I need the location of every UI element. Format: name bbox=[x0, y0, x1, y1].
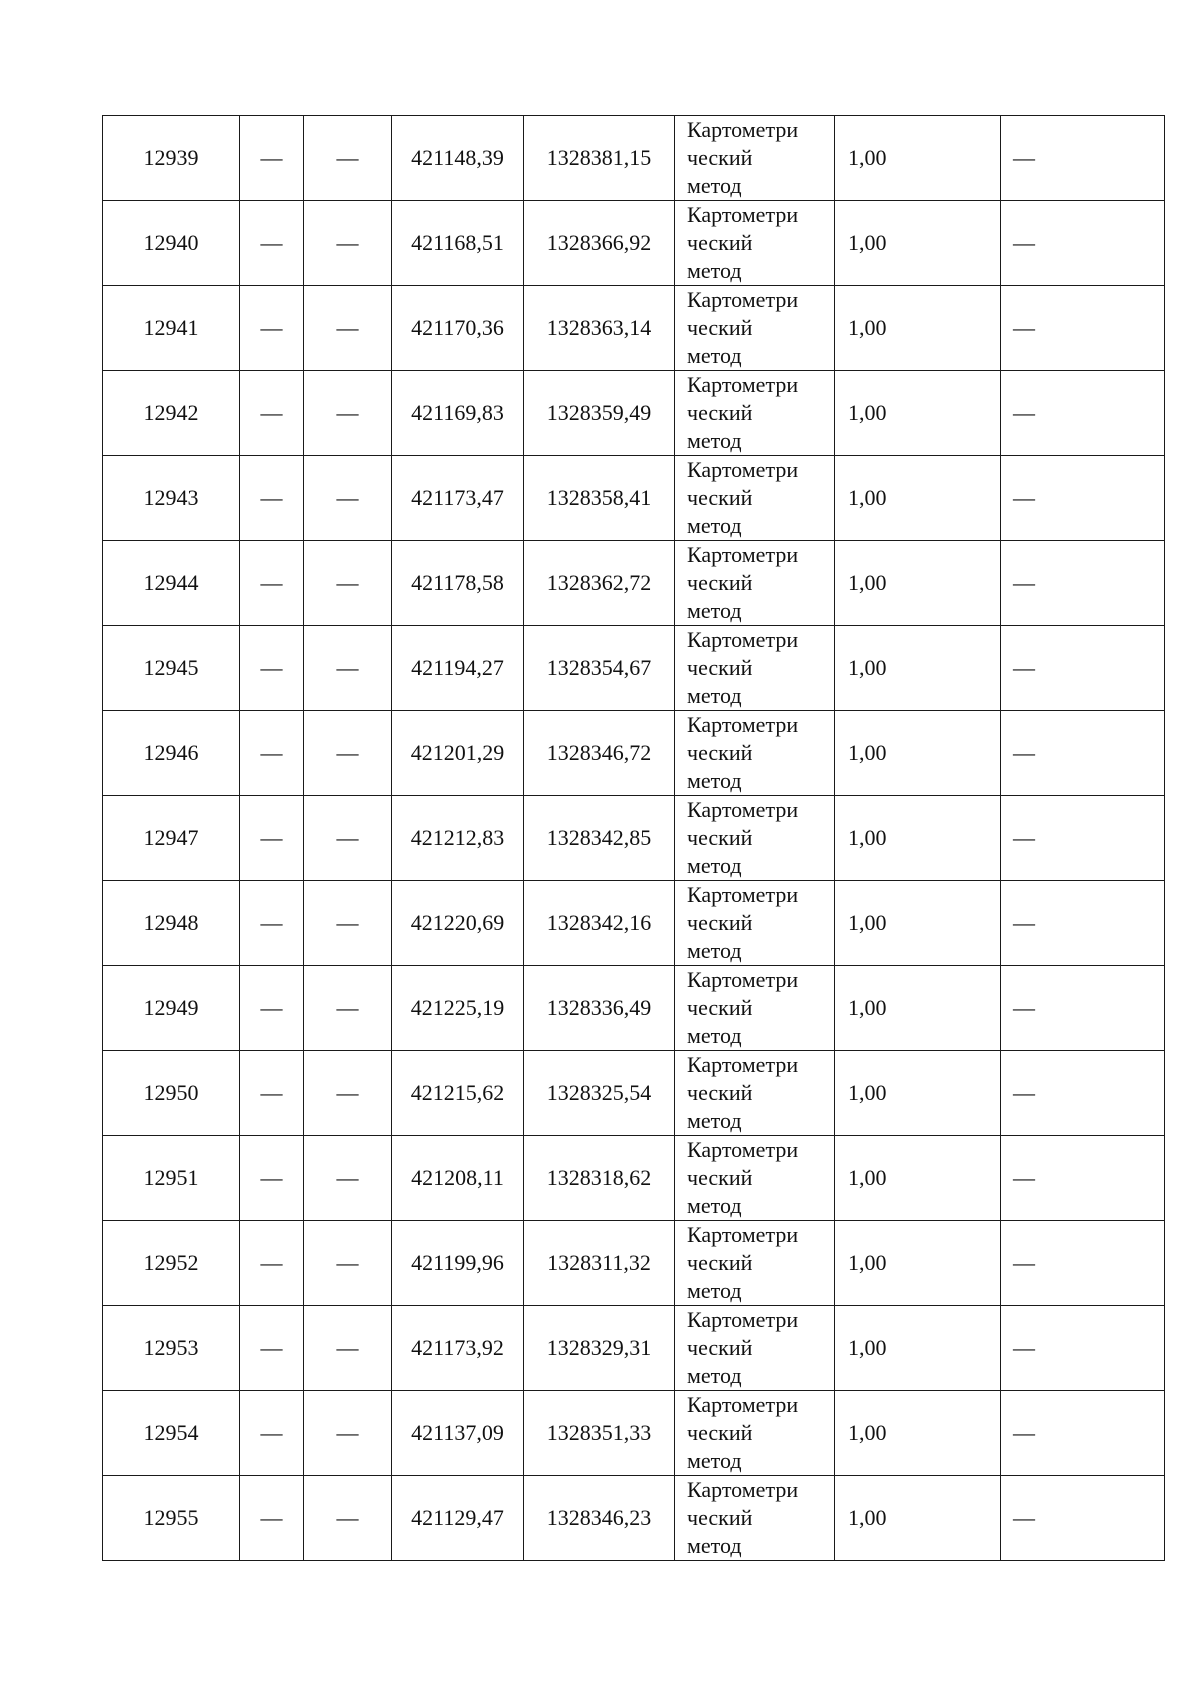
empty-dash-cell: — bbox=[1001, 881, 1165, 966]
point-number-cell: 12946 bbox=[103, 711, 240, 796]
method-text-line: ческий bbox=[687, 230, 753, 255]
point-number-cell: 12950 bbox=[103, 1051, 240, 1136]
accuracy-cell: 1,00 bbox=[835, 541, 1001, 626]
accuracy-cell: 1,00 bbox=[835, 201, 1001, 286]
empty-dash-cell: — bbox=[1001, 201, 1165, 286]
accuracy-cell: 1,00 bbox=[835, 626, 1001, 711]
empty-dash-cell: — bbox=[1001, 796, 1165, 881]
empty-dash-cell: — bbox=[304, 1136, 392, 1221]
x-coordinate-cell: 421178,58 bbox=[392, 541, 524, 626]
accuracy-cell: 1,00 bbox=[835, 456, 1001, 541]
accuracy-cell: 1,00 bbox=[835, 796, 1001, 881]
method-text-line: ческий bbox=[687, 1080, 753, 1105]
empty-dash-cell: — bbox=[1001, 541, 1165, 626]
point-number-cell: 12939 bbox=[103, 116, 240, 201]
x-coordinate-cell: 421148,39 bbox=[392, 116, 524, 201]
point-number-cell: 12945 bbox=[103, 626, 240, 711]
empty-dash-cell: — bbox=[304, 116, 392, 201]
method-text-line: метод bbox=[687, 343, 742, 368]
method-cell bbox=[675, 1051, 835, 1136]
empty-dash-cell: — bbox=[240, 456, 304, 541]
x-coordinate-cell: 421173,47 bbox=[392, 456, 524, 541]
method-text-line: Картометри bbox=[687, 1392, 799, 1417]
method-cell bbox=[675, 966, 835, 1051]
method-text-line: метод bbox=[687, 173, 742, 198]
coordinates-table bbox=[102, 115, 1165, 1561]
y-coordinate-cell: 1328342,16 bbox=[524, 881, 675, 966]
method-cell bbox=[675, 1136, 835, 1221]
accuracy-cell: 1,00 bbox=[835, 1306, 1001, 1391]
method-text-line: метод bbox=[687, 768, 742, 793]
method-text-line: Картометри bbox=[687, 627, 799, 652]
empty-dash-cell: — bbox=[240, 541, 304, 626]
point-number-cell: 12953 bbox=[103, 1306, 240, 1391]
point-number-cell: 12951 bbox=[103, 1136, 240, 1221]
empty-dash-cell: — bbox=[304, 371, 392, 456]
table-row bbox=[103, 456, 1165, 541]
y-coordinate-cell: 1328381,15 bbox=[524, 116, 675, 201]
method-cell bbox=[675, 796, 835, 881]
table-row bbox=[103, 1221, 1165, 1306]
method-text-line: Картометри bbox=[687, 542, 799, 567]
method-cell bbox=[675, 1306, 835, 1391]
accuracy-cell: 1,00 bbox=[835, 966, 1001, 1051]
empty-dash-cell: — bbox=[304, 881, 392, 966]
empty-dash-cell: — bbox=[304, 966, 392, 1051]
empty-dash-cell: — bbox=[1001, 116, 1165, 201]
method-text-line: Картометри bbox=[687, 202, 799, 227]
empty-dash-cell: — bbox=[1001, 626, 1165, 711]
empty-dash-cell: — bbox=[1001, 456, 1165, 541]
method-text-line: Картометри bbox=[687, 1222, 799, 1247]
method-text-line: метод bbox=[687, 1108, 742, 1133]
method-text-line: Картометри bbox=[687, 882, 799, 907]
y-coordinate-cell: 1328358,41 bbox=[524, 456, 675, 541]
point-number-cell: 12952 bbox=[103, 1221, 240, 1306]
method-cell bbox=[675, 541, 835, 626]
y-coordinate-cell: 1328311,32 bbox=[524, 1221, 675, 1306]
method-text-line: ческий bbox=[687, 1505, 753, 1530]
x-coordinate-cell: 421170,36 bbox=[392, 286, 524, 371]
empty-dash-cell: — bbox=[1001, 1476, 1165, 1561]
method-cell bbox=[675, 1221, 835, 1306]
method-text-line: ческий bbox=[687, 570, 753, 595]
table-body bbox=[103, 116, 1165, 1561]
method-cell bbox=[675, 456, 835, 541]
method-cell bbox=[675, 1391, 835, 1476]
method-cell bbox=[675, 711, 835, 796]
empty-dash-cell: — bbox=[240, 1391, 304, 1476]
x-coordinate-cell: 421208,11 bbox=[392, 1136, 524, 1221]
empty-dash-cell: — bbox=[240, 881, 304, 966]
accuracy-cell: 1,00 bbox=[835, 881, 1001, 966]
empty-dash-cell: — bbox=[240, 711, 304, 796]
empty-dash-cell: — bbox=[304, 201, 392, 286]
empty-dash-cell: — bbox=[1001, 1136, 1165, 1221]
empty-dash-cell: — bbox=[240, 1136, 304, 1221]
empty-dash-cell: — bbox=[240, 1221, 304, 1306]
y-coordinate-cell: 1328325,54 bbox=[524, 1051, 675, 1136]
x-coordinate-cell: 421129,47 bbox=[392, 1476, 524, 1561]
y-coordinate-cell: 1328346,23 bbox=[524, 1476, 675, 1561]
empty-dash-cell: — bbox=[240, 966, 304, 1051]
accuracy-cell: 1,00 bbox=[835, 1391, 1001, 1476]
method-cell bbox=[675, 371, 835, 456]
method-text-line: Картометри bbox=[687, 1137, 799, 1162]
method-text-line: Картометри bbox=[687, 457, 799, 482]
method-text-line: метод bbox=[687, 853, 742, 878]
method-text-line: метод bbox=[687, 428, 742, 453]
method-text-line: метод bbox=[687, 258, 742, 283]
point-number-cell: 12955 bbox=[103, 1476, 240, 1561]
method-text-line: ческий bbox=[687, 995, 753, 1020]
empty-dash-cell: — bbox=[304, 1051, 392, 1136]
method-text-line: метод bbox=[687, 938, 742, 963]
x-coordinate-cell: 421173,92 bbox=[392, 1306, 524, 1391]
empty-dash-cell: — bbox=[1001, 1306, 1165, 1391]
y-coordinate-cell: 1328366,92 bbox=[524, 201, 675, 286]
method-text-line: ческий bbox=[687, 740, 753, 765]
empty-dash-cell: — bbox=[240, 116, 304, 201]
empty-dash-cell: — bbox=[240, 1306, 304, 1391]
method-text-line: Картометри bbox=[687, 117, 799, 142]
empty-dash-cell: — bbox=[304, 1306, 392, 1391]
point-number-cell: 12943 bbox=[103, 456, 240, 541]
table-row bbox=[103, 1391, 1165, 1476]
method-text-line: Картометри bbox=[687, 372, 799, 397]
x-coordinate-cell: 421225,19 bbox=[392, 966, 524, 1051]
method-text-line: Картометри bbox=[687, 712, 799, 737]
method-text-line: ческий bbox=[687, 825, 753, 850]
point-number-cell: 12940 bbox=[103, 201, 240, 286]
method-text-line: ческий bbox=[687, 1250, 753, 1275]
accuracy-cell: 1,00 bbox=[835, 1136, 1001, 1221]
point-number-cell: 12941 bbox=[103, 286, 240, 371]
method-text-line: ческий bbox=[687, 1335, 753, 1360]
accuracy-cell: 1,00 bbox=[835, 1051, 1001, 1136]
method-cell bbox=[675, 626, 835, 711]
empty-dash-cell: — bbox=[240, 626, 304, 711]
empty-dash-cell: — bbox=[304, 1391, 392, 1476]
x-coordinate-cell: 421201,29 bbox=[392, 711, 524, 796]
y-coordinate-cell: 1328354,67 bbox=[524, 626, 675, 711]
empty-dash-cell: — bbox=[240, 286, 304, 371]
empty-dash-cell: — bbox=[304, 796, 392, 881]
x-coordinate-cell: 421137,09 bbox=[392, 1391, 524, 1476]
table-row bbox=[103, 541, 1165, 626]
method-cell bbox=[675, 1476, 835, 1561]
empty-dash-cell: — bbox=[304, 1221, 392, 1306]
method-text-line: Картометри bbox=[687, 287, 799, 312]
method-text-line: Картометри bbox=[687, 1477, 799, 1502]
accuracy-cell: 1,00 bbox=[835, 286, 1001, 371]
y-coordinate-cell: 1328363,14 bbox=[524, 286, 675, 371]
method-text-line: метод bbox=[687, 683, 742, 708]
point-number-cell: 12954 bbox=[103, 1391, 240, 1476]
y-coordinate-cell: 1328329,31 bbox=[524, 1306, 675, 1391]
method-text-line: Картометри bbox=[687, 967, 799, 992]
empty-dash-cell: — bbox=[304, 456, 392, 541]
method-text-line: ческий bbox=[687, 910, 753, 935]
empty-dash-cell: — bbox=[1001, 1391, 1165, 1476]
table-row bbox=[103, 626, 1165, 711]
table-row bbox=[103, 1136, 1165, 1221]
point-number-cell: 12942 bbox=[103, 371, 240, 456]
empty-dash-cell: — bbox=[304, 1476, 392, 1561]
accuracy-cell: 1,00 bbox=[835, 116, 1001, 201]
accuracy-cell: 1,00 bbox=[835, 371, 1001, 456]
method-cell bbox=[675, 881, 835, 966]
y-coordinate-cell: 1328336,49 bbox=[524, 966, 675, 1051]
empty-dash-cell: — bbox=[1001, 1221, 1165, 1306]
x-coordinate-cell: 421194,27 bbox=[392, 626, 524, 711]
empty-dash-cell: — bbox=[1001, 711, 1165, 796]
table-row bbox=[103, 286, 1165, 371]
method-text-line: метод bbox=[687, 1533, 742, 1558]
point-number-cell: 12949 bbox=[103, 966, 240, 1051]
method-text-line: метод bbox=[687, 598, 742, 623]
x-coordinate-cell: 421215,62 bbox=[392, 1051, 524, 1136]
table-row bbox=[103, 1306, 1165, 1391]
y-coordinate-cell: 1328362,72 bbox=[524, 541, 675, 626]
x-coordinate-cell: 421169,83 bbox=[392, 371, 524, 456]
method-text-line: ческий bbox=[687, 145, 753, 170]
method-text-line: метод bbox=[687, 513, 742, 538]
method-text-line: метод bbox=[687, 1193, 742, 1218]
empty-dash-cell: — bbox=[240, 796, 304, 881]
empty-dash-cell: — bbox=[304, 626, 392, 711]
empty-dash-cell: — bbox=[1001, 1051, 1165, 1136]
table-row bbox=[103, 201, 1165, 286]
empty-dash-cell: — bbox=[240, 1476, 304, 1561]
y-coordinate-cell: 1328351,33 bbox=[524, 1391, 675, 1476]
table-row bbox=[103, 1051, 1165, 1136]
point-number-cell: 12944 bbox=[103, 541, 240, 626]
y-coordinate-cell: 1328318,62 bbox=[524, 1136, 675, 1221]
x-coordinate-cell: 421168,51 bbox=[392, 201, 524, 286]
method-text-line: ческий bbox=[687, 400, 753, 425]
accuracy-cell: 1,00 bbox=[835, 711, 1001, 796]
empty-dash-cell: — bbox=[304, 711, 392, 796]
table-row bbox=[103, 371, 1165, 456]
empty-dash-cell: — bbox=[304, 286, 392, 371]
method-text-line: ческий bbox=[687, 485, 753, 510]
table-row bbox=[103, 711, 1165, 796]
empty-dash-cell: — bbox=[1001, 371, 1165, 456]
point-number-cell: 12948 bbox=[103, 881, 240, 966]
method-cell bbox=[675, 116, 835, 201]
method-text-line: метод bbox=[687, 1448, 742, 1473]
method-text-line: метод bbox=[687, 1363, 742, 1388]
y-coordinate-cell: 1328342,85 bbox=[524, 796, 675, 881]
accuracy-cell: 1,00 bbox=[835, 1221, 1001, 1306]
empty-dash-cell: — bbox=[1001, 286, 1165, 371]
method-cell bbox=[675, 286, 835, 371]
method-text-line: ческий bbox=[687, 655, 753, 680]
empty-dash-cell: — bbox=[240, 201, 304, 286]
method-text-line: метод bbox=[687, 1278, 742, 1303]
method-text-line: ческий bbox=[687, 1165, 753, 1190]
table-row bbox=[103, 966, 1165, 1051]
table-row bbox=[103, 881, 1165, 966]
y-coordinate-cell: 1328346,72 bbox=[524, 711, 675, 796]
x-coordinate-cell: 421220,69 bbox=[392, 881, 524, 966]
method-text-line: Картометри bbox=[687, 1052, 799, 1077]
empty-dash-cell: — bbox=[240, 371, 304, 456]
y-coordinate-cell: 1328359,49 bbox=[524, 371, 675, 456]
empty-dash-cell: — bbox=[1001, 966, 1165, 1051]
accuracy-cell: 1,00 bbox=[835, 1476, 1001, 1561]
method-text-line: Картометри bbox=[687, 1307, 799, 1332]
x-coordinate-cell: 421199,96 bbox=[392, 1221, 524, 1306]
empty-dash-cell: — bbox=[304, 541, 392, 626]
table-row bbox=[103, 116, 1165, 201]
x-coordinate-cell: 421212,83 bbox=[392, 796, 524, 881]
table-row bbox=[103, 796, 1165, 881]
empty-dash-cell: — bbox=[240, 1051, 304, 1136]
method-text-line: Картометри bbox=[687, 797, 799, 822]
method-text-line: ческий bbox=[687, 315, 753, 340]
table-row bbox=[103, 1476, 1165, 1561]
method-text-line: метод bbox=[687, 1023, 742, 1048]
point-number-cell: 12947 bbox=[103, 796, 240, 881]
method-text-line: ческий bbox=[687, 1420, 753, 1445]
method-cell bbox=[675, 201, 835, 286]
